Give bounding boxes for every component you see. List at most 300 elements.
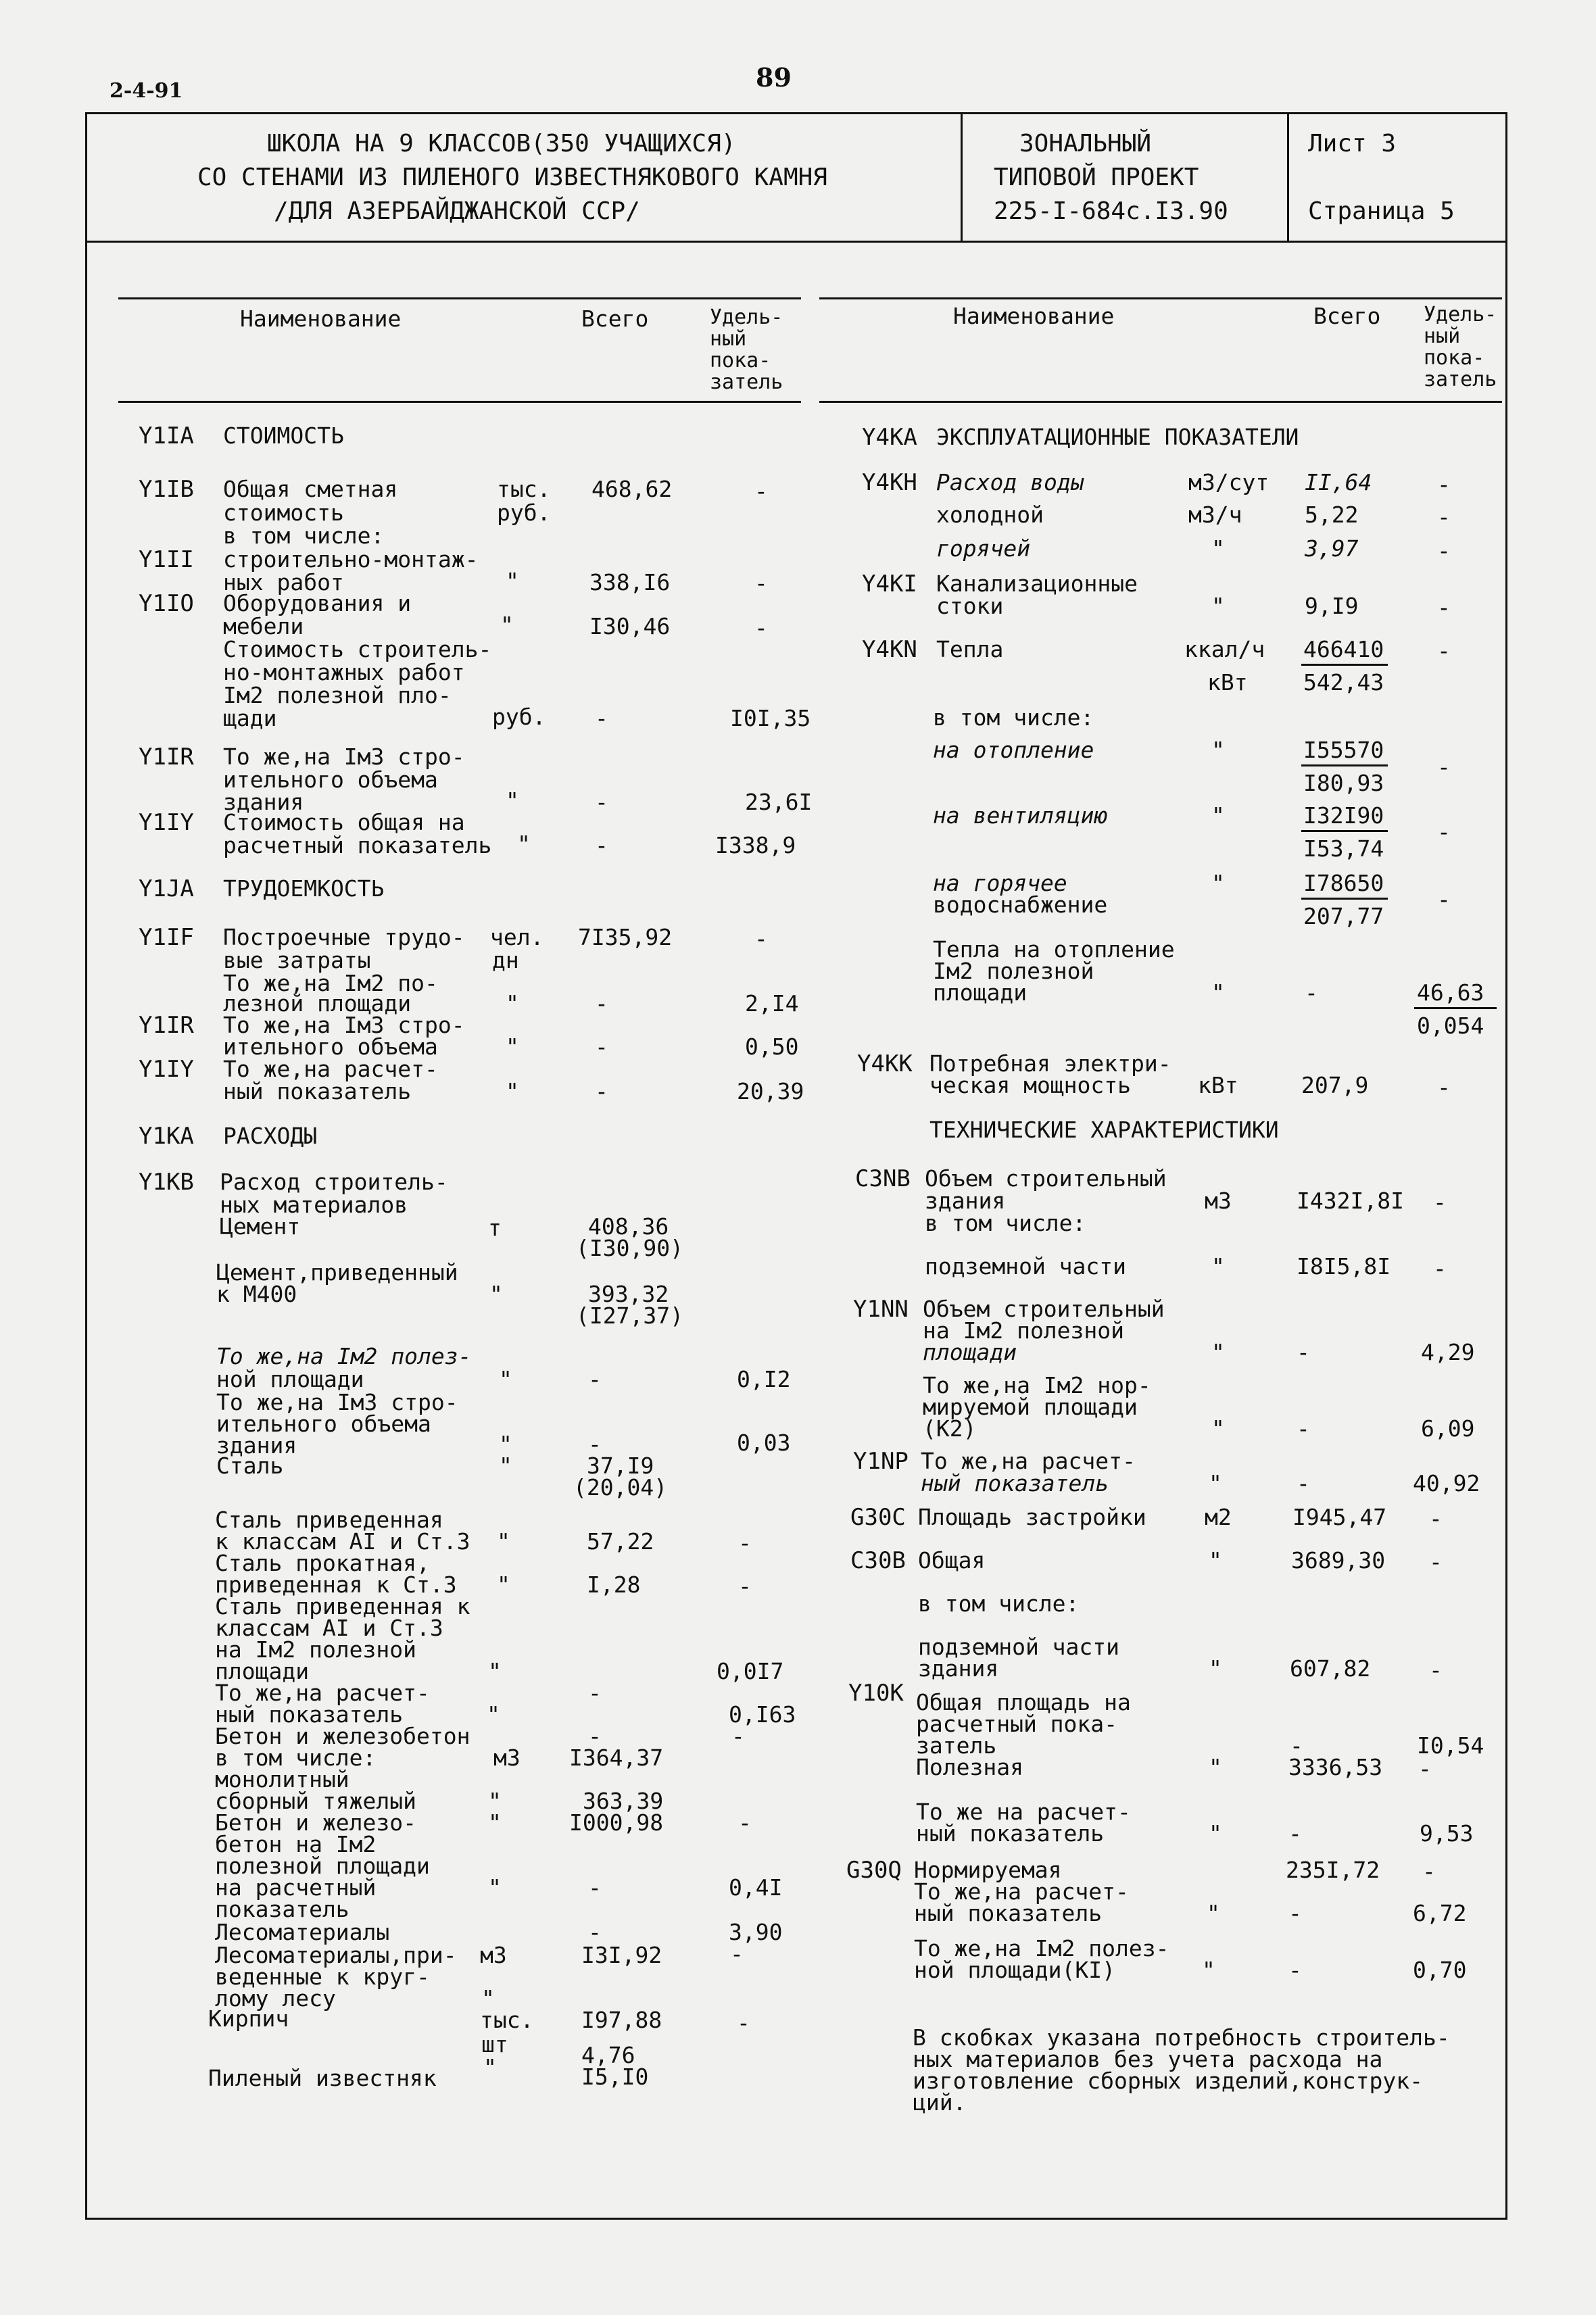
row-label: Цемент,приведенный <box>216 1259 458 1286</box>
unit: кВт <box>1207 669 1248 696</box>
row-label: ительного объема <box>216 1411 431 1437</box>
total-value: I3I,92 <box>581 1942 662 1968</box>
unit: " <box>506 568 519 594</box>
row-code: C30B <box>850 1547 906 1574</box>
project-number: 225-I-684с.I3.90 <box>994 197 1228 225</box>
row-label: в том числе: <box>925 1210 1086 1236</box>
row-label: Iм2 полезной <box>933 958 1094 984</box>
total-value: - <box>588 1366 602 1392</box>
row-label: сборный тяжелый <box>215 1788 417 1814</box>
total-value: (I30,90) <box>576 1235 683 1261</box>
unit: " <box>1209 1470 1222 1496</box>
spec-value: - <box>1437 537 1451 564</box>
unit: " <box>1211 1415 1225 1442</box>
total-value: (I27,37) <box>576 1302 683 1329</box>
spec-value: 20,39 <box>737 1078 804 1104</box>
row-label: стоки <box>936 593 1004 619</box>
unit: " <box>1209 1754 1222 1780</box>
unit: " <box>488 1874 502 1901</box>
total-value: 3,97 <box>1305 535 1359 562</box>
row-label: площади <box>923 1339 1017 1365</box>
left-header-spec: Удель- <box>710 306 783 329</box>
row-label: Кирпич <box>208 2005 289 2032</box>
total-value: - <box>595 1078 608 1104</box>
total-value: I80,93 <box>1303 770 1384 796</box>
total-value: 235I,72 <box>1286 1857 1380 1883</box>
total-value: - <box>595 1033 608 1060</box>
section-heading: СТОИМОСТЬ <box>223 422 344 449</box>
title-line-2: СО СТЕНАМИ ИЗ ПИЛЕНОГО ИЗВЕСТНЯКОВОГО КАМНЯ <box>197 164 827 191</box>
row-label: подземной части <box>925 1253 1127 1280</box>
row-label: Общая <box>918 1547 986 1574</box>
row-label: щади <box>223 705 277 731</box>
row-label: Площадь застройки <box>918 1504 1146 1530</box>
unit: чел. <box>490 924 544 950</box>
spec-value: - <box>730 1941 744 1967</box>
spec-value: - <box>1437 594 1451 620</box>
row-label: (K2) <box>923 1415 977 1442</box>
row-label: Канализационные <box>936 570 1138 597</box>
spec-value: - <box>1437 637 1451 664</box>
row-label: ный показатель <box>215 1701 404 1728</box>
unit: " <box>1209 1655 1222 1682</box>
row-label: площади <box>215 1658 310 1684</box>
row-label: стоимость <box>223 499 344 526</box>
row-label: Стоимость строитель- <box>223 636 492 662</box>
spec-value: 0,0I7 <box>717 1658 784 1684</box>
spec-value: - <box>754 478 768 504</box>
unit: " <box>506 787 519 814</box>
row-label: Общая сметная <box>223 476 398 502</box>
row-label: ческая мощность <box>929 1072 1132 1098</box>
unit: " <box>488 1788 502 1814</box>
row-label: Сталь приведенная к <box>215 1593 470 1619</box>
row-code: Y1II <box>139 546 194 573</box>
row-label: ной площади <box>216 1366 364 1392</box>
total-value: 37,I9 <box>587 1453 654 1479</box>
total-value: - <box>588 1919 602 1945</box>
row-code: Y1IO <box>139 590 194 617</box>
row-label: Лесоматериалы <box>215 1919 390 1945</box>
unit: м3/ч <box>1188 502 1242 528</box>
row-label: мебели <box>223 613 304 639</box>
total-value: 9,I9 <box>1305 593 1359 619</box>
project-line-2: ТИПОВОЙ ПРОЕКТ <box>994 164 1199 191</box>
row-code: Y1IA <box>139 422 194 449</box>
right-header-spec: затель <box>1424 368 1497 391</box>
row-label: Потребная электри- <box>929 1050 1171 1077</box>
right-header-total: Всего <box>1313 303 1381 329</box>
project-line-1: ЗОНАЛЬНЫЙ <box>1019 130 1152 157</box>
section-heading: РАСХОДЫ <box>223 1123 318 1149</box>
row-label: ительного объема <box>223 766 438 793</box>
footnote-line: В скобках указана потребность строитель- <box>913 2024 1450 2051</box>
footnote-line: ных материалов без учета расхода на <box>913 2046 1383 2072</box>
total-value: - <box>588 1680 602 1706</box>
total-value: - <box>588 1431 602 1457</box>
unit: ккал/ч <box>1184 636 1265 662</box>
row-label: строительно-монтаж- <box>223 546 479 572</box>
total-value: I8I5,8I <box>1297 1253 1391 1280</box>
unit: " <box>506 1033 519 1060</box>
row-label: в том числе: <box>918 1590 1080 1617</box>
total-value: - <box>595 990 608 1017</box>
unit: т <box>488 1215 502 1241</box>
row-label: Бетон и железо- <box>215 1809 417 1836</box>
fraction-bar <box>1301 664 1388 666</box>
row-label: Бетон и железобетон <box>215 1723 470 1749</box>
row-label: Сталь прокатная, <box>215 1550 430 1576</box>
unit: " <box>499 1366 512 1392</box>
row-code: Y1IR <box>139 1012 194 1039</box>
unit: " <box>1211 870 1225 896</box>
footnote-line: ций. <box>913 2089 967 2116</box>
row-label: полезной площади <box>215 1853 430 1879</box>
spec-value: 0,70 <box>1413 1957 1467 1983</box>
spec-value: - <box>738 1809 752 1836</box>
row-label: Стоимость общая на <box>223 809 465 835</box>
row-label: в том числе: <box>933 704 1094 731</box>
row-label: То же,на Iм2 полез- <box>914 1935 1169 1961</box>
right-header-spec: пока- <box>1424 346 1485 370</box>
row-code: Y1KB <box>139 1169 194 1196</box>
row-label: холодной <box>936 502 1044 528</box>
row-label: То же,на расчет- <box>223 1056 438 1082</box>
fraction-bar <box>1301 830 1388 832</box>
spec-value: - <box>1437 819 1451 845</box>
total-value: - <box>1288 1957 1302 1983</box>
row-label: водоснабжение <box>933 892 1108 918</box>
row-code: Y1IY <box>139 1056 194 1083</box>
total-value: I78650 <box>1303 870 1384 896</box>
row-code: Y1NN <box>853 1296 909 1323</box>
footnote-line: изготовление сборных изделий,конструк- <box>913 2068 1423 2094</box>
sheet-number: Лист 3 <box>1308 130 1397 157</box>
total-value: - <box>1288 1900 1302 1926</box>
row-label: То же,на расчет- <box>921 1448 1136 1474</box>
total-value: - <box>588 1874 602 1901</box>
right-header-name: Наименование <box>953 303 1115 329</box>
row-label: Построечные трудо- <box>223 924 465 950</box>
spec-value: - <box>1429 1657 1443 1683</box>
spec-value: 0,50 <box>745 1033 799 1060</box>
row-label: ный показатель <box>916 1820 1105 1847</box>
row-label: Тепла на отопление <box>933 936 1175 962</box>
row-label: здания <box>216 1432 297 1459</box>
spec-value: - <box>1429 1505 1443 1532</box>
row-label: расчетный показатель <box>223 832 492 858</box>
row-label: классам АI и Ст.3 <box>215 1615 443 1641</box>
spec-value: 0,03 <box>737 1430 791 1456</box>
row-label: ный показатель <box>223 1078 412 1104</box>
unit: " <box>1207 1900 1220 1926</box>
row-label: здания <box>918 1655 999 1682</box>
row-label: Объем строительный <box>923 1296 1165 1322</box>
row-label: на Iм2 полезной <box>923 1317 1125 1344</box>
spec-value: - <box>1437 504 1451 530</box>
spec-value: - <box>1422 1858 1436 1884</box>
row-label: ный показатель <box>921 1470 1109 1496</box>
row-label: в том числе: <box>215 1745 377 1771</box>
total-value: 3336,53 <box>1288 1754 1383 1780</box>
fraction-bar <box>1301 898 1388 900</box>
total-value: - <box>588 1723 602 1749</box>
unit: м2 <box>1205 1504 1232 1530</box>
total-value: I53,74 <box>1303 835 1384 862</box>
total-value: - <box>1288 1820 1302 1847</box>
row-label: на расчетный <box>215 1874 377 1901</box>
row-label: здания <box>925 1188 1006 1214</box>
row-code: Y4KH <box>862 469 917 496</box>
row-label: лому лесу <box>215 1985 336 2012</box>
left-header-spec: затель <box>710 370 783 394</box>
row-label: Расход строитель- <box>220 1169 448 1195</box>
row-label: расчетный пока- <box>916 1711 1118 1737</box>
section-heading: ТРУДОЕМКОСТЬ <box>223 875 385 902</box>
total-value: I364,37 <box>569 1745 664 1771</box>
right-header-spec: Удель- <box>1424 303 1497 326</box>
total-value: 393,32 <box>588 1281 669 1307</box>
row-label: бетон на Iм2 <box>215 1831 377 1857</box>
spec-value: I0I,35 <box>730 705 811 731</box>
row-code: Y1IF <box>139 924 194 951</box>
row-code: Y1IY <box>139 809 194 836</box>
spec-value: 0,4I <box>729 1874 783 1901</box>
spec-value: 2,I4 <box>745 990 799 1017</box>
right-header-spec: ный <box>1424 324 1461 348</box>
unit: " <box>497 1571 510 1598</box>
unit: " <box>1211 1253 1225 1280</box>
left-header-spec: ный <box>710 327 747 351</box>
unit: " <box>517 831 531 857</box>
section-heading: ТЕХНИЧЕСКИЕ ХАРАКТЕРИСТИКИ <box>929 1117 1279 1143</box>
row-label: подземной части <box>918 1634 1120 1660</box>
row-label: Расход воды <box>936 469 1084 495</box>
row-label: То же,на Iм2 нор- <box>923 1372 1151 1398</box>
spec-value: 0,I63 <box>729 1701 796 1728</box>
spec-value: 0,054 <box>1417 1013 1484 1039</box>
unit: " <box>488 1658 502 1684</box>
title-line-1: ШКОЛА НА 9 КЛАССОВ(350 УЧАЩИХСЯ) <box>267 130 736 157</box>
row-label: То же,на Iм3 стро- <box>223 1012 465 1038</box>
spec-value: 40,92 <box>1413 1470 1480 1496</box>
row-label: монолитный <box>215 1766 349 1793</box>
row-label: ительного объема <box>223 1033 438 1060</box>
total-value: II,64 <box>1305 469 1372 495</box>
total-value: 5,22 <box>1305 502 1359 528</box>
total-value: I,28 <box>587 1571 641 1598</box>
unit: " <box>1209 1820 1222 1847</box>
total-value: 338,I6 <box>589 569 671 595</box>
unit: руб. <box>492 704 546 730</box>
row-label: лезной площади <box>223 990 412 1017</box>
row-label: ный показатель <box>914 1900 1103 1926</box>
row-label: к М400 <box>216 1281 297 1307</box>
row-label: Тепла <box>936 636 1004 662</box>
row-label: Полезная <box>916 1754 1023 1780</box>
total-value: - <box>595 832 608 858</box>
total-value: I32I90 <box>1303 802 1384 829</box>
total-value: - <box>1290 1732 1303 1759</box>
total-value: I55570 <box>1303 737 1384 763</box>
total-value: 207,9 <box>1301 1072 1369 1098</box>
total-value: 408,36 <box>588 1213 669 1240</box>
spec-value: 0,I2 <box>737 1366 791 1392</box>
unit: " <box>1211 802 1225 829</box>
unit: тыс. <box>497 476 551 502</box>
page-number: 89 <box>756 62 792 93</box>
total-value: 607,82 <box>1290 1655 1371 1682</box>
spec-value: 6,09 <box>1421 1415 1475 1442</box>
unit: " <box>506 1078 519 1104</box>
unit: " <box>506 990 519 1017</box>
total-value: - <box>1297 1339 1310 1365</box>
row-label: То же,на Iм2 полез- <box>216 1343 472 1369</box>
unit: руб. <box>497 499 551 526</box>
spec-value: - <box>1437 471 1451 497</box>
row-label: ных работ <box>223 569 344 595</box>
unit: " <box>499 1453 512 1479</box>
left-header-spec: пока- <box>710 349 771 372</box>
document-code: 2-4-91 <box>110 79 183 103</box>
row-label: на горячее <box>933 870 1067 896</box>
left-header-name: Наименование <box>240 306 402 332</box>
spec-value: 23,6I <box>745 789 813 815</box>
row-code: Y1KA <box>139 1123 194 1150</box>
unit: " <box>1209 1547 1222 1574</box>
row-code: G30C <box>850 1504 906 1531</box>
spec-value: - <box>1437 1074 1451 1100</box>
row-code: Y1JA <box>139 875 194 902</box>
spec-value: - <box>738 1573 752 1599</box>
row-label: Сталь <box>216 1453 284 1479</box>
row-code: C3NB <box>855 1165 911 1192</box>
row-label: на вентиляцию <box>933 802 1108 829</box>
row-label: в том числе: <box>223 522 385 549</box>
unit: дн <box>492 947 519 973</box>
total-value: - <box>595 705 608 731</box>
total-value: I945,47 <box>1292 1504 1387 1530</box>
spec-value: 46,63 <box>1417 979 1484 1006</box>
row-label: здания <box>223 789 304 815</box>
total-value: 542,43 <box>1303 669 1384 696</box>
total-value: 3689,30 <box>1291 1547 1386 1574</box>
fraction-bar <box>1414 1007 1497 1009</box>
spec-value: 4,29 <box>1421 1339 1475 1365</box>
unit: шт <box>481 2031 508 2057</box>
row-label: То же,на расчет- <box>215 1680 430 1706</box>
row-label: мируемой площади <box>923 1394 1138 1420</box>
row-code: Y10K <box>848 1680 904 1707</box>
row-label: но-монтажных работ <box>223 659 465 685</box>
row-label: затель <box>916 1732 997 1759</box>
spec-value: - <box>1418 1755 1432 1782</box>
section-heading: ЭКСПЛУАТАЦИОННЫЕ ПОКАЗАТЕЛИ <box>936 424 1299 450</box>
unit: м3 <box>480 1942 507 1968</box>
row-label: То же,на Iм3 стро- <box>216 1389 458 1415</box>
total-value: (20,04) <box>573 1474 668 1501</box>
row-code: Y1IR <box>139 744 194 771</box>
row-label: Общая площадь на <box>916 1689 1131 1715</box>
row-label: вые затраты <box>223 947 371 973</box>
spec-value: - <box>754 570 768 596</box>
row-code: Y4KA <box>862 424 917 451</box>
spec-value: 6,72 <box>1413 1900 1467 1926</box>
unit: " <box>499 1431 512 1457</box>
row-label: горячей <box>936 535 1031 562</box>
unit: " <box>1211 593 1225 619</box>
spec-value: - <box>737 2009 750 2036</box>
row-code: G30Q <box>846 1857 902 1884</box>
unit: м3 <box>493 1745 521 1771</box>
row-label: Лесоматериалы,при- <box>215 1942 457 1968</box>
total-value: - <box>595 789 608 815</box>
spec-value: - <box>1437 754 1451 780</box>
spec-value: I338,9 <box>715 832 796 858</box>
total-value: I432I,8I <box>1297 1188 1404 1214</box>
unit: " <box>481 1985 495 2012</box>
total-value: I5,I0 <box>581 2064 649 2090</box>
spec-value: - <box>1437 886 1451 912</box>
row-code: Y1NP <box>853 1448 909 1475</box>
spec-value: I0,54 <box>1417 1732 1484 1759</box>
row-label: То же,на Iм2 по- <box>223 970 438 996</box>
total-value: 363,39 <box>583 1788 664 1814</box>
fraction-bar <box>1301 764 1388 766</box>
row-label: приведенная к Ст.3 <box>215 1571 457 1598</box>
unit: " <box>1202 1957 1215 1983</box>
spec-value: - <box>1433 1189 1447 1215</box>
unit: " <box>500 612 514 638</box>
total-value: - <box>1305 979 1318 1006</box>
left-header-total: Всего <box>581 306 649 332</box>
row-label: Объем строительный <box>925 1165 1167 1192</box>
row-code: Y4KK <box>857 1050 913 1077</box>
row-code: Y1IB <box>139 476 194 503</box>
title-line-3: /ДЛЯ АЗЕРБАЙДЖАНСКОЙ ССР/ <box>274 197 640 225</box>
total-value: 7I35,92 <box>578 924 673 950</box>
unit: " <box>1211 535 1225 562</box>
row-label: Нормируемая <box>914 1857 1062 1883</box>
row-code: Y4KN <box>862 636 917 663</box>
spec-value: - <box>1433 1255 1447 1282</box>
row-label: веденные к круг- <box>215 1964 430 1990</box>
row-label: Оборудования и <box>223 590 412 616</box>
unit: " <box>497 1528 510 1555</box>
unit: кВт <box>1198 1072 1238 1098</box>
spec-value: 3,90 <box>729 1919 783 1945</box>
unit: " <box>487 1701 500 1728</box>
total-value: 4,76 <box>581 2042 635 2068</box>
unit: тыс. <box>480 2007 534 2033</box>
total-value: - <box>1297 1415 1310 1442</box>
row-label: То же,на Iм3 стро- <box>223 744 465 770</box>
row-label: на отопление <box>933 737 1094 763</box>
row-label: ных материалов <box>220 1192 408 1218</box>
row-label: на Iм2 полезной <box>215 1636 417 1663</box>
row-label: Цемент <box>220 1213 301 1240</box>
row-label: Iм2 полезной пло- <box>223 682 452 708</box>
spec-value: - <box>1429 1549 1443 1575</box>
unit: " <box>1211 979 1225 1006</box>
row-label: площади <box>933 979 1027 1006</box>
spec-value: - <box>738 1530 752 1556</box>
unit: " <box>483 2054 497 2080</box>
total-value: 466410 <box>1303 636 1384 662</box>
total-value: 207,77 <box>1303 903 1384 929</box>
spec-value: - <box>754 925 768 952</box>
total-value: 468,62 <box>591 476 673 502</box>
